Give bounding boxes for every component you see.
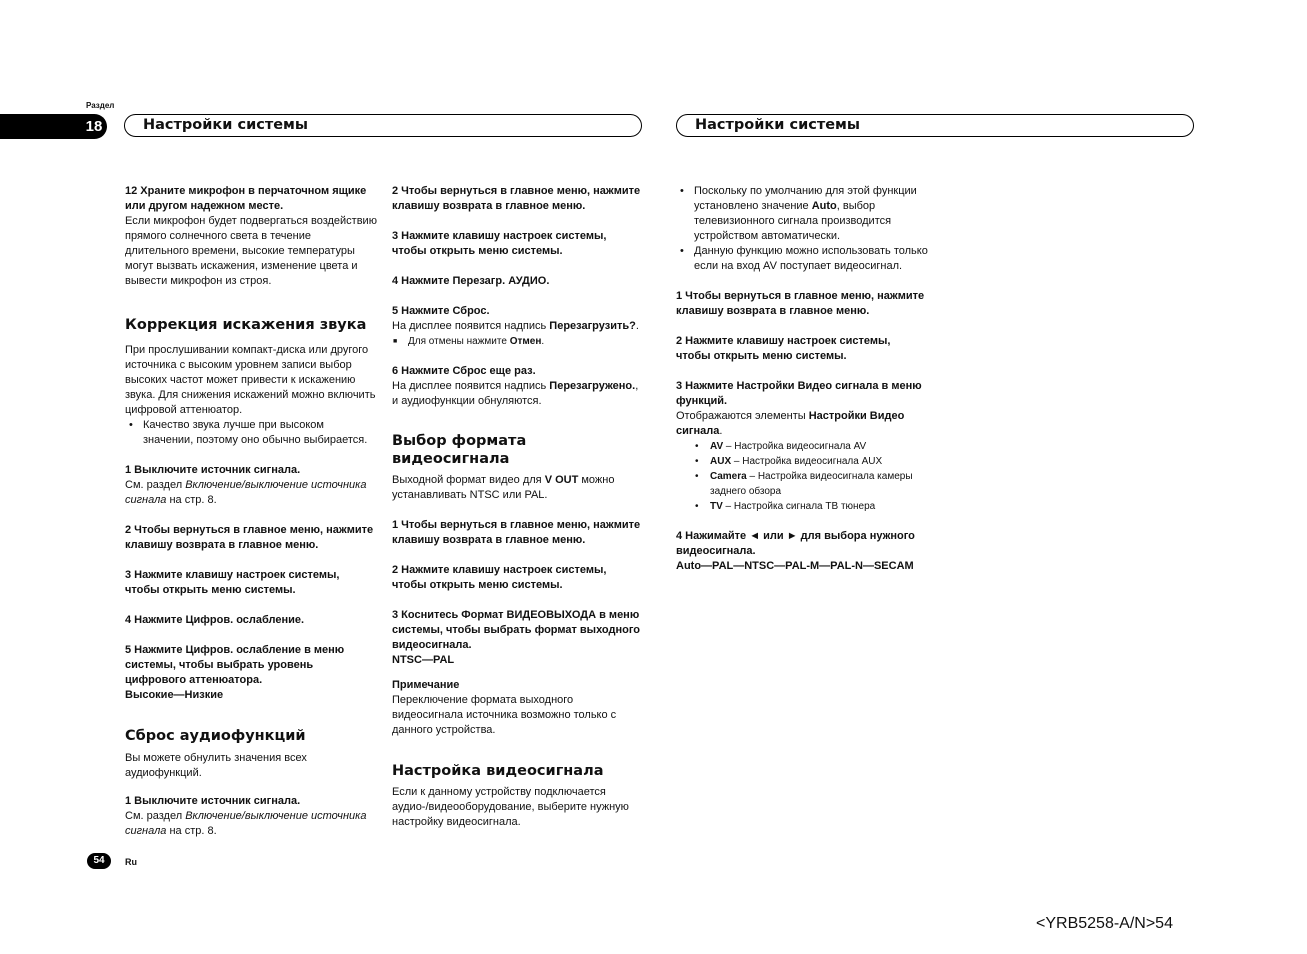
video-item-aux: • AUX – Настройка видеосигнала AUX xyxy=(676,454,928,469)
page-number: 54 xyxy=(87,853,111,869)
correction-step-2: 2 Чтобы вернуться в главное меню, нажмите клавишу возврата в главное меню. xyxy=(125,524,374,551)
column-left xyxy=(125,184,377,839)
video-bullet-2: • Данную функцию можно использовать только если на вход AV поступает видеосигнал. xyxy=(676,244,928,274)
video-step-4: 4 Нажимайте ◄ или ► для выбора нужного видеосигнала. xyxy=(676,530,915,557)
correction-step-5-options: Высокие—Низкие xyxy=(125,689,224,701)
language-label: Ru xyxy=(125,857,137,867)
correction-step-3: 3 Нажмите клавишу настроек системы, чтобы открыть меню системы. xyxy=(125,569,340,596)
note-text: Переключение формата выходного видеосигнала источника возможно только с данного устройства. xyxy=(392,694,617,736)
heading-reset: Сброс аудиофункций xyxy=(125,728,306,744)
video-step-4-options: Auto—PAL—NTSC—PAL-M—PAL-N—SECAM xyxy=(676,560,914,572)
reset-step-5: 5 Нажмите Сброс. xyxy=(392,305,490,317)
column-right xyxy=(676,184,928,574)
correction-step-1-text: См. раздел Включение/выключение источника сигнала на стр. 8. xyxy=(125,479,367,506)
heading-video-setting: Настройка видеосигнала xyxy=(392,763,604,779)
column-middle xyxy=(392,184,644,830)
reset-step-6-text: На дисплее появится надпись Перезагружено., и аудиофункции обнуляются. xyxy=(392,380,639,407)
page-title-left: Настройки системы xyxy=(124,114,642,137)
format-step-1: 1 Чтобы вернуться в главное меню, нажмите клавишу возврата в главное меню. xyxy=(392,519,641,546)
reset-step-5-text: На дисплее появится надпись Перезагрузить?. xyxy=(392,320,639,332)
reset-step-4: 4 Нажмите Перезагр. АУДИО. xyxy=(392,275,550,287)
page-title-right: Настройки системы xyxy=(676,114,1194,137)
format-step-2: 2 Нажмите клавишу настроек системы, чтобы открыть меню системы. xyxy=(392,564,607,591)
heading-video-format: Выбор формата видеосигнала xyxy=(392,433,527,467)
reset-intro: Вы можете обнулить значения всех аудиофункций. xyxy=(125,752,307,779)
format-step-3: 3 Коснитесь Формат ВИДЕОВЫХОДА в меню системы, чтобы выбрать формат выходного видеосигнала. xyxy=(392,609,640,651)
reset-step-1: 1 Выключите источник сигнала. xyxy=(125,795,301,807)
video-item-av: • AV – Настройка видеосигнала AV xyxy=(676,439,928,454)
video-step-2: 2 Нажмите клавишу настроек системы, чтобы открыть меню системы. xyxy=(676,335,891,362)
correction-step-1: 1 Выключите источник сигнала. xyxy=(125,464,301,476)
reset-step-2: 2 Чтобы вернуться в главное меню, нажмите клавишу возврата в главное меню. xyxy=(392,185,641,212)
section-label: Раздел xyxy=(86,101,115,110)
heading-correction: Коррекция искажения звука xyxy=(125,317,367,333)
video-step-3: 3 Нажмите Настройки Видео сигнала в меню функций. xyxy=(676,380,922,407)
correction-step-5: 5 Нажмите Цифров. ослабление в меню системы, чтобы выбрать уровень цифрового аттенюатора. xyxy=(125,644,345,686)
video-bullet-1: • Поскольку по умолчанию для этой функции установлено значение Auto, выбор телевизионного сигнала производится устройством автоматически. xyxy=(676,184,928,244)
step-12: 12 Храните микрофон в перчаточном ящике или другом надежном месте. xyxy=(125,185,367,212)
correction-intro: При прослушивании компакт-диска или другого источника с высоким уровнем записи выбор высоких частот может привести к искажению звука. Для снижения искажений можно включить цифровой аттенюатор. xyxy=(125,344,376,416)
step-12-text: Если микрофон будет подвергаться воздействию прямого солнечного света в течение длительного времени, высокие температуры могут вызвать искажения, изменение цвета и вывести микрофон из строя. xyxy=(125,215,377,287)
reset-step-3: 3 Нажмите клавишу настроек системы, чтобы открыть меню системы. xyxy=(392,230,607,257)
video-intro: Если к данному устройству подключается аудио-/видеооборудование, выберите нужную настройку видеосигнала. xyxy=(392,786,629,828)
correction-bullet: • Качество звука лучше при высоком значении, поэтому оно обычно выбирается. xyxy=(125,418,377,448)
correction-step-4: 4 Нажмите Цифров. ослабление. xyxy=(125,614,305,626)
note-title: Примечание xyxy=(392,679,460,691)
video-step-1: 1 Чтобы вернуться в главное меню, нажмите клавишу возврата в главное меню. xyxy=(676,290,925,317)
video-item-tv: • TV – Настройка сигнала ТВ тюнера xyxy=(676,499,928,514)
reset-step-6: 6 Нажмите Сброс еще раз. xyxy=(392,365,536,377)
format-intro: Выходной формат видео для V OUT можно устанавливать NTSC или PAL. xyxy=(392,474,615,501)
video-item-camera: • Camera – Настройка видеосигнала камеры заднего обзора xyxy=(676,469,928,499)
section-number: 18 xyxy=(85,118,103,135)
format-step-3-options: NTSC—PAL xyxy=(392,654,455,666)
reset-step-1-text: См. раздел Включение/выключение источника сигнала на стр. 8. xyxy=(125,810,367,837)
video-step-3-text: Отображаются элементы Настройки Видео сигнала. xyxy=(676,410,905,437)
reset-step-5-note: ■ Для отмены нажмите Отмен. xyxy=(392,334,644,349)
document-code: <YRB5258-A/N>54 xyxy=(1036,915,1173,932)
